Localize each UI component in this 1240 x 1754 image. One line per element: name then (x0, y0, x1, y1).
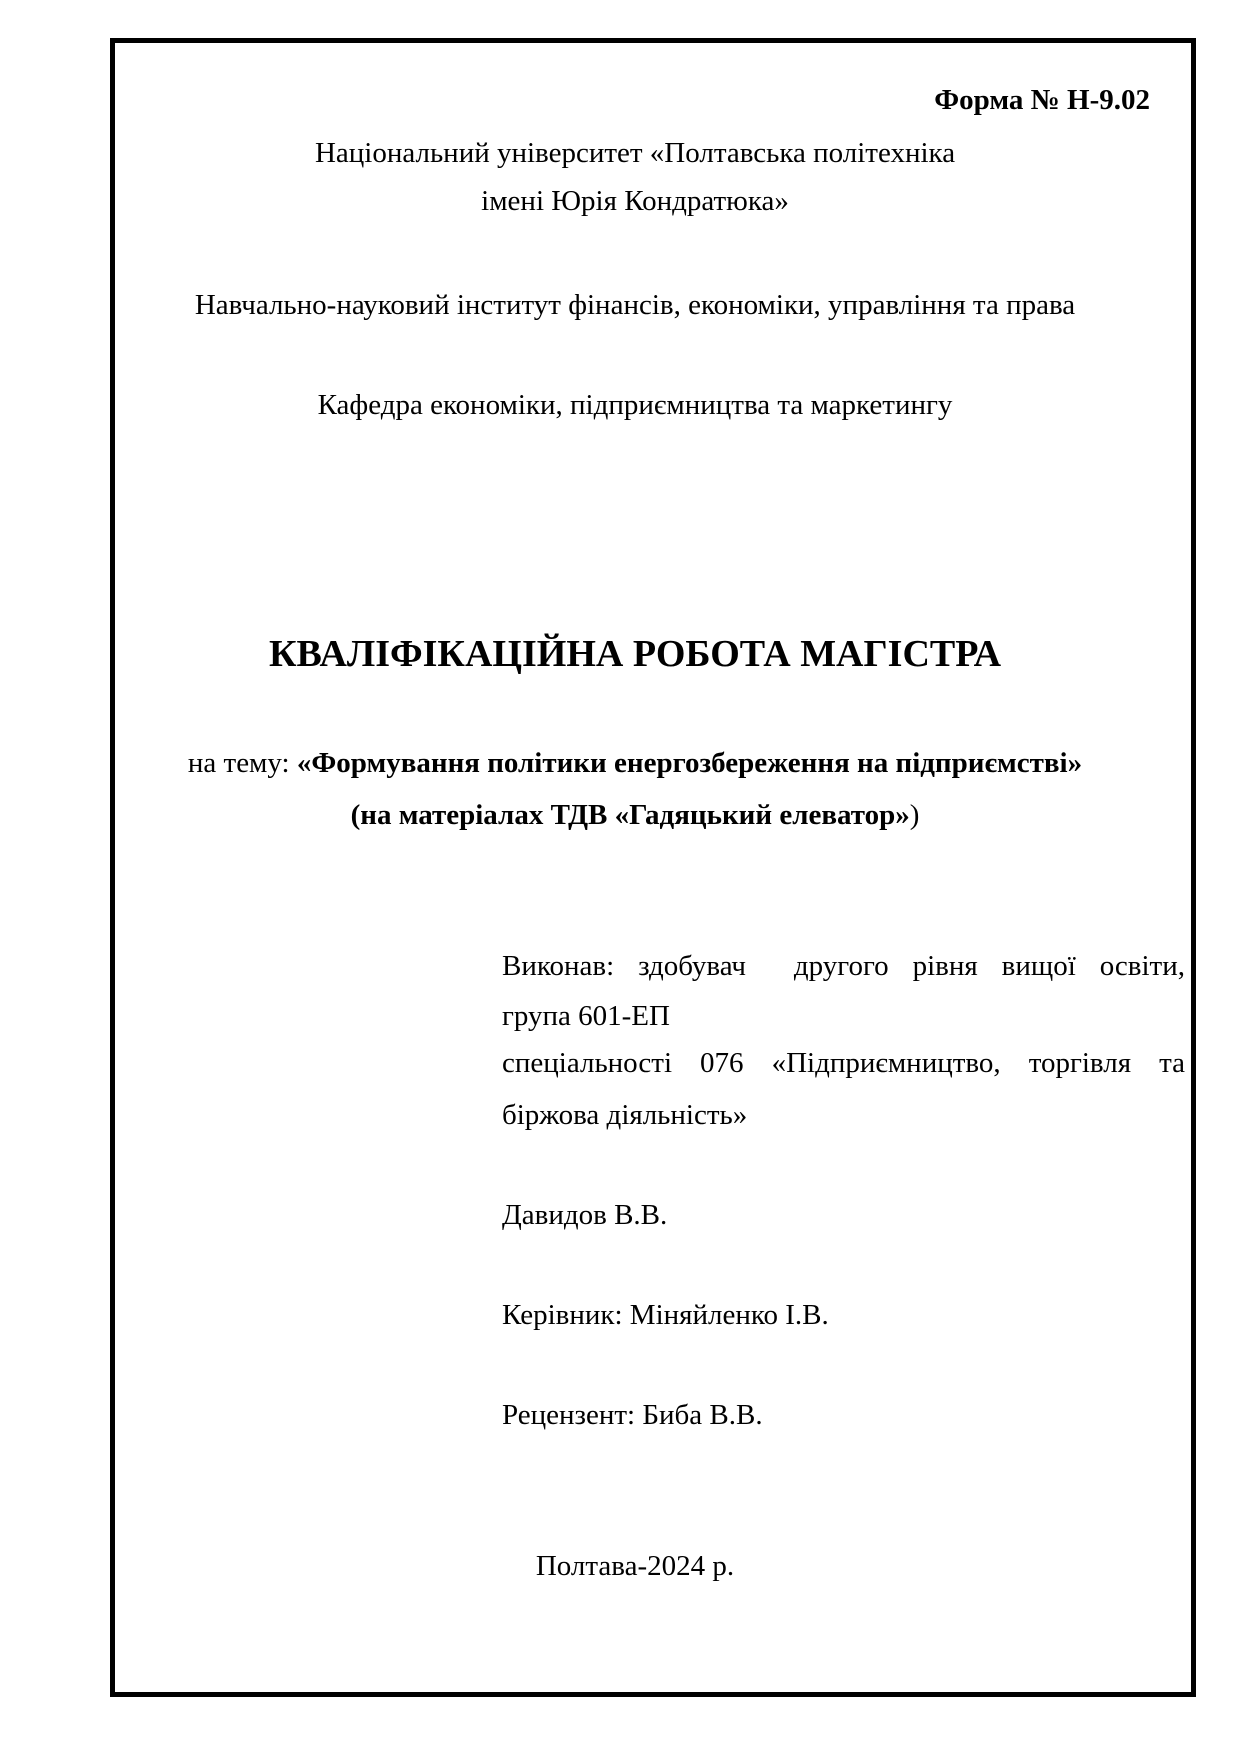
topic-title: «Формування політики енергозбереження на підприємстві» (296, 747, 1083, 779)
city-year-footer: Полтава-2024 р. (535, 1550, 735, 1582)
university-name-line2: імені Юрія Кондратюка» (481, 185, 789, 217)
supervisor-line: Керівник: Міняйленко І.В. (502, 1299, 829, 1331)
topic-line (115, 745, 1155, 781)
executor-group: група 601-ЕП (502, 1000, 670, 1032)
department-name: Кафедра економіки, підприємництва та маркетингу (317, 389, 953, 421)
materials-line (115, 797, 1155, 833)
executor-specialty-line2: біржова діяльність» (502, 1099, 748, 1131)
reviewer-line: Рецензент: Биба В.В. (502, 1399, 763, 1431)
form-number-label: Форма № Н-9.02 (934, 84, 1150, 116)
executor-specialty-line1: спеціальності 076 «Підприємництво, торгівля та (502, 1047, 1185, 1079)
work-title: КВАЛІФІКАЦІЙНА РОБОТА МАГІСТРА (268, 633, 1002, 675)
institute-name: Навчально-науковий інститут фінансів, економіки, управління та права (194, 289, 1076, 321)
university-name-line1: Національний університет «Полтавська політехніка (314, 137, 956, 169)
topic-prefix: на тему: (187, 747, 297, 779)
materials-text: (на матеріалах ТДВ «Гадяцький елеватор» (350, 799, 910, 831)
executor-line1: Виконав: здобувач другого рівня вищої освіти, (502, 950, 1185, 982)
executor-name: Давидов В.В. (502, 1199, 668, 1231)
materials-close-paren: ) (909, 799, 920, 831)
